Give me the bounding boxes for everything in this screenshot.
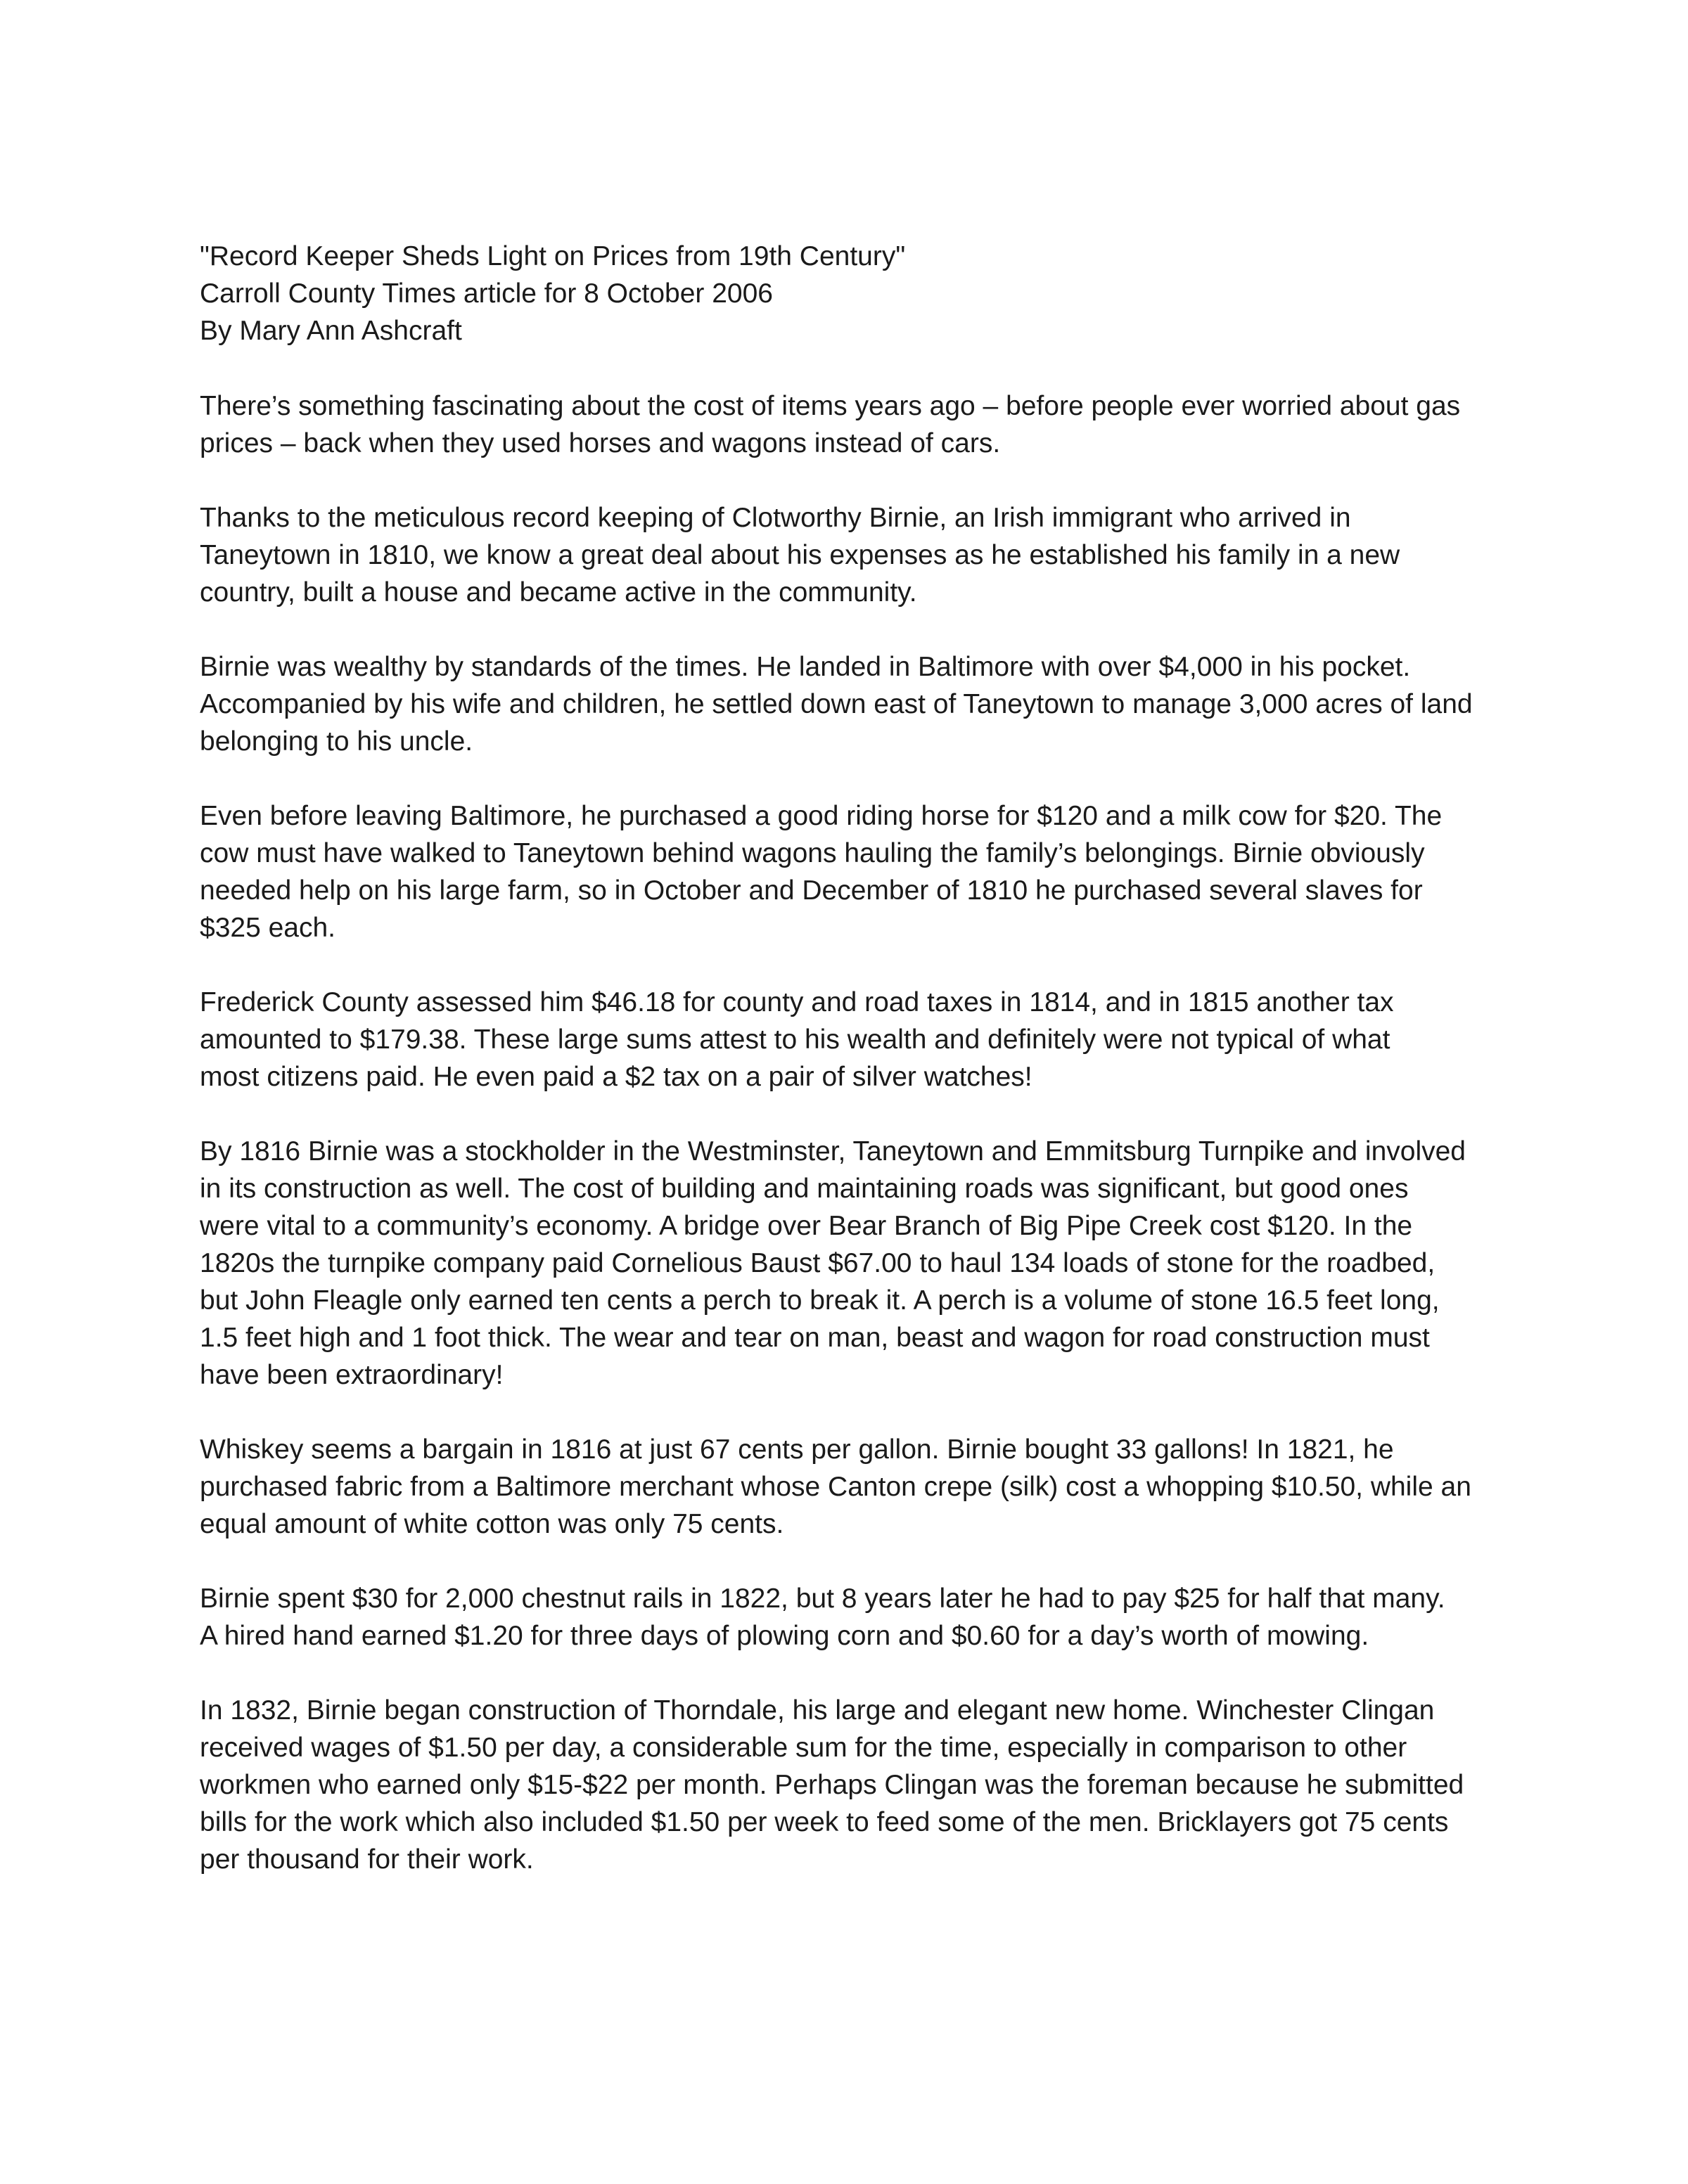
text-line: $325 each. xyxy=(200,913,336,943)
text-line: There’s something fascinating about the cost of items years ago – before people ever worried about gas xyxy=(200,391,1461,421)
text-line: workmen who earned only $15-$22 per month. Perhaps Clingan was the foreman because he submitted xyxy=(200,1770,1464,1800)
article-body xyxy=(200,387,1522,1878)
text-line: received wages of $1.50 per day, a considerable sum for the time, especially in comparison to other xyxy=(200,1733,1407,1763)
text-line: Whiskey seems a bargain in 1816 at just 67 cents per gallon. Birnie bought 33 gallons! In 1821, he xyxy=(200,1434,1394,1465)
text-line: have been extraordinary! xyxy=(200,1360,504,1390)
text-line: Even before leaving Baltimore, he purchased a good riding horse for $120 and a milk cow for $20. The xyxy=(200,801,1443,831)
text-line: cow must have walked to Taneytown behind wagons hauling the family’s belongings. Birnie obviously xyxy=(200,838,1425,868)
text-line: In 1832, Birnie began construction of Thorndale, his large and elegant new home. Winchester Clingan xyxy=(200,1695,1435,1726)
text-line: 1.5 feet high and 1 foot thick. The wear and tear on man, beast and wagon for road construction must xyxy=(200,1323,1430,1353)
text-line: country, built a house and became active in the community. xyxy=(200,577,917,608)
article-header xyxy=(200,238,1522,349)
paragraph xyxy=(200,984,1522,1096)
paragraph xyxy=(200,499,1522,611)
publication-line: Carroll County Times article for 8 October 2006 xyxy=(200,278,774,309)
text-line: Taneytown in 1810, we know a great deal about his expenses as he established his family in a new xyxy=(200,540,1400,570)
paragraph xyxy=(200,1580,1522,1655)
paragraph xyxy=(200,1692,1522,1878)
paragraph xyxy=(200,797,1522,946)
text-line: needed help on his large farm, so in October and December of 1810 he purchased several slaves for xyxy=(200,875,1423,906)
text-line: Birnie was wealthy by standards of the times. He landed in Baltimore with over $4,000 in his pocket. xyxy=(200,652,1411,682)
paragraph xyxy=(200,648,1522,760)
text-line: Accompanied by his wife and children, he settled down east of Taneytown to manage 3,000 acres of land xyxy=(200,689,1473,719)
text-line: most citizens paid. He even paid a $2 tax on a pair of silver watches! xyxy=(200,1062,1032,1092)
article-title: "Record Keeper Sheds Light on Prices from 19th Century" xyxy=(200,241,906,271)
text-line: amounted to $179.38. These large sums attest to his wealth and definitely were not typical of what xyxy=(200,1024,1390,1055)
text-line: Thanks to the meticulous record keeping of Clotworthy Birnie, an Irish immigrant who arrived in xyxy=(200,503,1351,533)
text-line: per thousand for their work. xyxy=(200,1844,534,1875)
text-line: 1820s the turnpike company paid Cornelious Baust $67.00 to haul 134 loads of stone for the roadbed, xyxy=(200,1248,1436,1278)
text-line: purchased fabric from a Baltimore merchant whose Canton crepe (silk) cost a whopping $10.50, while an xyxy=(200,1472,1471,1502)
paragraph xyxy=(200,1133,1522,1394)
text-line: A hired hand earned $1.20 for three days of plowing corn and $0.60 for a day’s worth of mowing. xyxy=(200,1621,1369,1651)
paragraph xyxy=(200,1431,1522,1543)
text-line: in its construction as well. The cost of building and maintaining roads was significant, but good ones xyxy=(200,1174,1409,1204)
document-page xyxy=(200,238,1522,1915)
text-line: prices – back when they used horses and wagons instead of cars. xyxy=(200,428,1001,458)
text-line: belonging to his uncle. xyxy=(200,726,473,757)
text-line: bills for the work which also included $1.50 per week to feed some of the men. Bricklayers got 75 cents xyxy=(200,1807,1449,1837)
text-line: were vital to a community’s economy. A bridge over Bear Branch of Big Pipe Creek cost $120. In the xyxy=(200,1211,1413,1241)
text-line: Frederick County assessed him $46.18 for county and road taxes in 1814, and in 1815 another tax xyxy=(200,987,1394,1017)
paragraph xyxy=(200,387,1522,462)
text-line: Birnie spent $30 for 2,000 chestnut rails in 1822, but 8 years later he had to pay $25 for half that many. xyxy=(200,1584,1445,1614)
text-line: but John Fleagle only earned ten cents a perch to break it. A perch is a volume of stone 16.5 feet long, xyxy=(200,1285,1440,1316)
text-line: equal amount of white cotton was only 75 cents. xyxy=(200,1509,784,1539)
text-line: By 1816 Birnie was a stockholder in the Westminster, Taneytown and Emmitsburg Turnpike and involved xyxy=(200,1136,1466,1167)
byline: By Mary Ann Ashcraft xyxy=(200,316,462,346)
